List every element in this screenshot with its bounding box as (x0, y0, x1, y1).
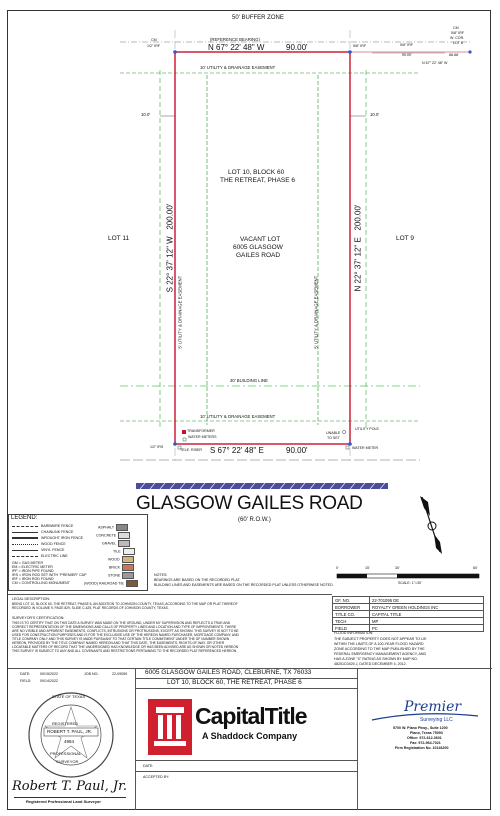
table-row (333, 618, 484, 625)
legend-swatch-concrete: CONCRETE (96, 532, 130, 539)
table-cell: TITLE CO. (333, 611, 370, 618)
premier-fax: Fax: 972-964-7021 (410, 741, 441, 745)
seal-name: ROBERT T. PAUL, JR. (47, 729, 93, 734)
premier-address-1: 5700 W. Plano Pkwy., Suite 1200 (393, 726, 448, 730)
buffer-zone-label: 50' BUFFER ZONE (232, 15, 284, 21)
scale-bar (336, 573, 480, 579)
seal-number: 4984 (64, 739, 75, 744)
south-bearing: S 67° 22' 48" E (210, 446, 264, 455)
date2-label: DATE: (143, 764, 154, 768)
seal-professional: PROFESSIONAL (50, 751, 82, 756)
ext-distance-2: 88.88' (449, 53, 459, 57)
divider (135, 760, 357, 761)
lot-title-line-1: LOT 10, BLOCK 60 (228, 169, 285, 176)
premier-firm: Firm Registration No. 10146200 (395, 746, 449, 750)
reference-bearing-label: (REFERENCE BEARING) (210, 37, 260, 42)
unable-label: UNABLE (326, 431, 341, 435)
setback-left-label: 10.0' (141, 112, 151, 117)
easement-top-label: 10' UTILITY & DRAINAGE EASEMENT (200, 65, 276, 70)
note-1: BEARINGS ARE BASED ON THE RECORDED PLAT. (154, 578, 241, 582)
scale-tick: 30' (395, 566, 400, 570)
easement-right-label: 5' UTILITY & DRAINAGE EASEMENT (313, 275, 319, 349)
field-label: FIELD: (20, 679, 32, 683)
irf-left-label: 1/2" IRF (147, 44, 161, 48)
legend-swatch-tile: TILE (113, 548, 135, 555)
certification-title: SURVEYOR'S CERTIFICATION: (12, 616, 65, 620)
date-value: 09/15/2022 (40, 672, 58, 676)
lot-line: LOT 10, BLOCK 60, THE RETREAT, PHASE 6 (167, 679, 302, 686)
building-line-label: 30' BUILDING LINE (230, 378, 268, 383)
address-line: 6005 GLASGOW GAILES ROAD, CLEBURNE, TX 76033 (145, 669, 312, 676)
date-label: DATE: (20, 672, 31, 676)
seal-state: STATE OF TEXAS (52, 694, 86, 699)
signature-line (14, 797, 126, 798)
flood-line: ZONE ACCORDING TO THE MAP PUBLISHED BY THE (334, 647, 425, 651)
job-info-table (332, 596, 484, 632)
abbrev-item: GM = GAS METER (12, 561, 44, 565)
to-set-label: TO SET (327, 436, 340, 440)
flood-line: FEDERAL EMERGENCY MANAGEMENT AGENCY, AND (334, 652, 427, 656)
abbrev-item: IPF = IRON PIPE FOUND (12, 569, 54, 573)
certification-line: THIS SURVEY IS SUBJECT TO ANY AND ALL COVENANTS AND RESTRICTIONS PERTAINING TO THE RECORDED PLAT REFERENCED HEREON. (12, 649, 238, 653)
abbrev-item: IRF = IRON ROD FOUND (12, 577, 54, 581)
table-cell: GF. NO. (333, 597, 370, 604)
certification-line: USED FOR CONSTRUCTION PURPOSES AND IS FOR THE EXCLUSIVE USE OF THE HEREON NAMED PURCHASER, MORTGAGE COMPANY, AND (12, 633, 239, 637)
legend-item: VINYL FENCE (12, 548, 64, 552)
north-distance: 90.00' (286, 43, 308, 52)
table-cell: PC (370, 625, 484, 632)
flood-line: WITHIN THE LIMITS OF A 100-YEAR FLOOD HAZARD (334, 642, 424, 646)
road-row-label: (60' R.O.W.) (238, 517, 271, 523)
table-row (333, 604, 484, 611)
irs-label: 1/2" IRS (150, 445, 164, 449)
job-label: JOB NO.: (84, 672, 100, 676)
legend-item: CHAINLINK FENCE (12, 530, 73, 534)
surveyor-signature: Robert T. Paul, Jr. (12, 779, 128, 794)
road-name: GLASGOW GAILES ROAD (136, 493, 363, 514)
table-cell: MP (370, 618, 484, 625)
irf-right-label: 5/8" IRF (353, 44, 367, 48)
premier-office: Office: 972-612-3601 (407, 736, 442, 740)
abbrev-item: IRS = IRON ROD SET WITH "PREMIER" CAP (12, 573, 87, 577)
vacant-lot-line-1: VACANT LOT (240, 236, 281, 243)
legend-swatch-railroad-tie: (WOOD) RAILROAD TIE (84, 580, 138, 587)
accepted-label: ACCEPTED BY: (143, 775, 170, 779)
premier-name: Premier (404, 699, 462, 715)
seal-registered: REGISTERED (52, 721, 79, 726)
premier-swoosh-icon (370, 712, 480, 722)
certification-line: LOCATABLE MATTERS OF RECORD THAT THE UNDERSIGNED HAS KNOWLEDGE OR HAS BEEN ADVISED ARE AS SHOWN OR NOTED HEREON (12, 645, 239, 649)
table-row (333, 611, 484, 618)
legend-swatch-stone: STONE (108, 572, 134, 579)
brand-name: CapitalTitle (195, 703, 307, 729)
certification-line: TITLE COMPANY ONLY AND THIS SURVEY IS MADE PURSUANT TO THAT CERTAIN TITLE COMMITMENT UNDER THE GF NUMBER SHOWN (12, 637, 230, 641)
certification-line: HEREON, PROVIDED BY THE TITLE COMPANY NAMED HEREON AND THAT THIS DATE, THE EASEMENTS, RIGHTS-OF-WAY, OR OTHER (12, 641, 225, 645)
surveyor-seal-icon (26, 690, 116, 780)
capital-title-logo-icon (148, 699, 192, 755)
ext-irf-label: 5/8" IRF (400, 43, 414, 47)
certification-line: THIS IS TO CERTIFY THAT ON THIS DATE A SURVEY WAS MADE ON THE GROUND, UNDER MY SUPERVISION AND REFLECTS A TRUE AND (12, 621, 231, 625)
lot-11-label: LOT 11 (108, 235, 130, 242)
notes-title: NOTES: (154, 573, 168, 577)
easement-left-label: 5' UTILITY & DRAINAGE EASEMENT (177, 275, 183, 349)
divider (357, 668, 358, 810)
field-value: 09/14/2022 (40, 679, 58, 683)
legal-text-2: RECORDED IN VOLUME 9, PAGE 829, SLIDE C-425, PLAT RECORDS OF JOHNSON COUNTY, TEXAS. (12, 606, 169, 610)
certification-line: CORRECT REPRESENTATION OF THE DIMENSIONS AND CALLS OF PROPERTY LINES AND LOCATION AND TYPE OF IMPROVEMENTS. THERE (12, 625, 237, 629)
east-bearing: N 22° 37' 12" E 200.00' (353, 204, 363, 292)
abbrev-item: CM = CONTROLLING MONUMENT (12, 581, 70, 585)
setback-right-label: 10.0' (370, 112, 380, 117)
divider (8, 594, 332, 595)
job-value: 22-09059 (112, 672, 128, 676)
water-meter-label: WATER METER (352, 446, 379, 450)
legend-item: WROUGHT IRON FENCE (12, 536, 83, 540)
easement-bottom-label: 10' UTILITY & DRAINAGE EASEMENT (200, 414, 276, 419)
signature-caption: Registered Professional Land Surveyor (26, 799, 101, 804)
flood-title: FLOOD INFORMATION: (334, 631, 374, 635)
west-bearing: S 22° 37' 12" W 200.00' (165, 203, 175, 293)
seal-surveyor: SURVEYOR (56, 759, 79, 764)
vacant-lot-line-3: GAILES ROAD (236, 252, 281, 259)
transformer-label: TRANSFORMER (187, 429, 215, 433)
vacant-lot-line-2: 6005 GLASGOW (233, 244, 283, 251)
legend-title: LEGEND: (11, 515, 38, 521)
ext-wcor-label: W. COR. (450, 36, 465, 40)
north-arrow-icon (418, 494, 446, 556)
legend-swatch-wood: WOOD (108, 556, 134, 563)
certification-line: ARE NO VISIBLE AND APPARENT EASEMENTS, CONFLICTS, INTRUSIONS OR PROTRUSIONS, EXCEPT AS SHOWN. THIS SURVEY IS NOT TO BE (12, 629, 239, 633)
divider (135, 688, 357, 689)
divider (135, 668, 136, 810)
premier-sub: Surveying LLC (420, 717, 453, 723)
scale-tick: 60' (473, 566, 478, 570)
scale-tick: 15' (365, 566, 370, 570)
abbrev-item: EM = ELECTRIC METER (12, 565, 53, 569)
lot-9-label: LOT 9 (396, 235, 414, 242)
table-cell: 22-701095 DE (370, 597, 484, 604)
legend-swatch-brick: BRICK (109, 564, 134, 571)
brand-sub: A Shaddock Company (202, 731, 298, 741)
table-cell: BORROWER (333, 604, 370, 611)
legend-item: ELECTRIC LINE (12, 554, 68, 558)
ext-lot-label: LOT 8 (453, 41, 463, 45)
north-bearing: N 67° 22' 48" W (208, 43, 265, 52)
legal-text-1: BEING LOT 10, BLOCK 60, THE RETREAT, PHASE 6, AN ADDITION TO JOHNSON COUNTY, TEXAS, ACCORDING TO THE MAP OR PLAT THEREOF (12, 602, 238, 606)
table-row (333, 597, 484, 604)
ext-bearing: N 67° 22' 48" W (422, 61, 448, 65)
legend-swatch-asphalt: ASPHALT (98, 524, 128, 531)
table-cell: TECH (333, 618, 370, 625)
legend-item: WOOD FENCE (12, 542, 66, 546)
note-2: BUILDING LINES AND EASEMENTS ARE BASED ON THE RECORDED PLAT UNLESS OTHERWISE NOTED. (154, 583, 334, 587)
legal-title: LEGAL DESCRIPTION: (12, 597, 51, 601)
legend-item: BARBWIRE FENCE (12, 524, 73, 528)
table-cell: CAPITAL TITLE (370, 611, 484, 618)
premier-address-2: Plano, Texas 75093 (410, 731, 443, 735)
cm-left-label: CM (151, 38, 157, 42)
tele-riser-label: TELE. RISER (180, 448, 202, 452)
table-cell: FIELD (333, 625, 370, 632)
ext-irf-top-label: 5/8" IRF (451, 31, 465, 35)
water-meters-label: WATER METERS (188, 435, 217, 439)
south-distance: 90.00' (286, 446, 308, 455)
divider (135, 771, 357, 772)
flood-line: 48251C0425 J, DATED DECEMBER 4, 2012. (334, 662, 407, 666)
utility-pole-label: UTILITY POLE (355, 427, 379, 431)
lot-title-line-2: THE RETREAT, PHASE 6 (220, 177, 296, 184)
ext-distance-1: 90.00' (402, 53, 412, 57)
table-cell: ROYALTY GREEN HOLDINGS INC (370, 604, 484, 611)
flood-line: HAS A ZONE "X" RATING AS SHOWN BY MAP NO. (334, 657, 418, 661)
flood-line: THE SUBJECT PROPERTY DOES NOT APPEAR TO LIE (334, 637, 427, 641)
legend-swatch-gravel: GRAVEL (102, 540, 130, 547)
ext-cm-label: CM (453, 26, 459, 30)
scale-label: SCALE: 1"=30' (398, 581, 422, 585)
scale-tick: 0' (336, 566, 339, 570)
